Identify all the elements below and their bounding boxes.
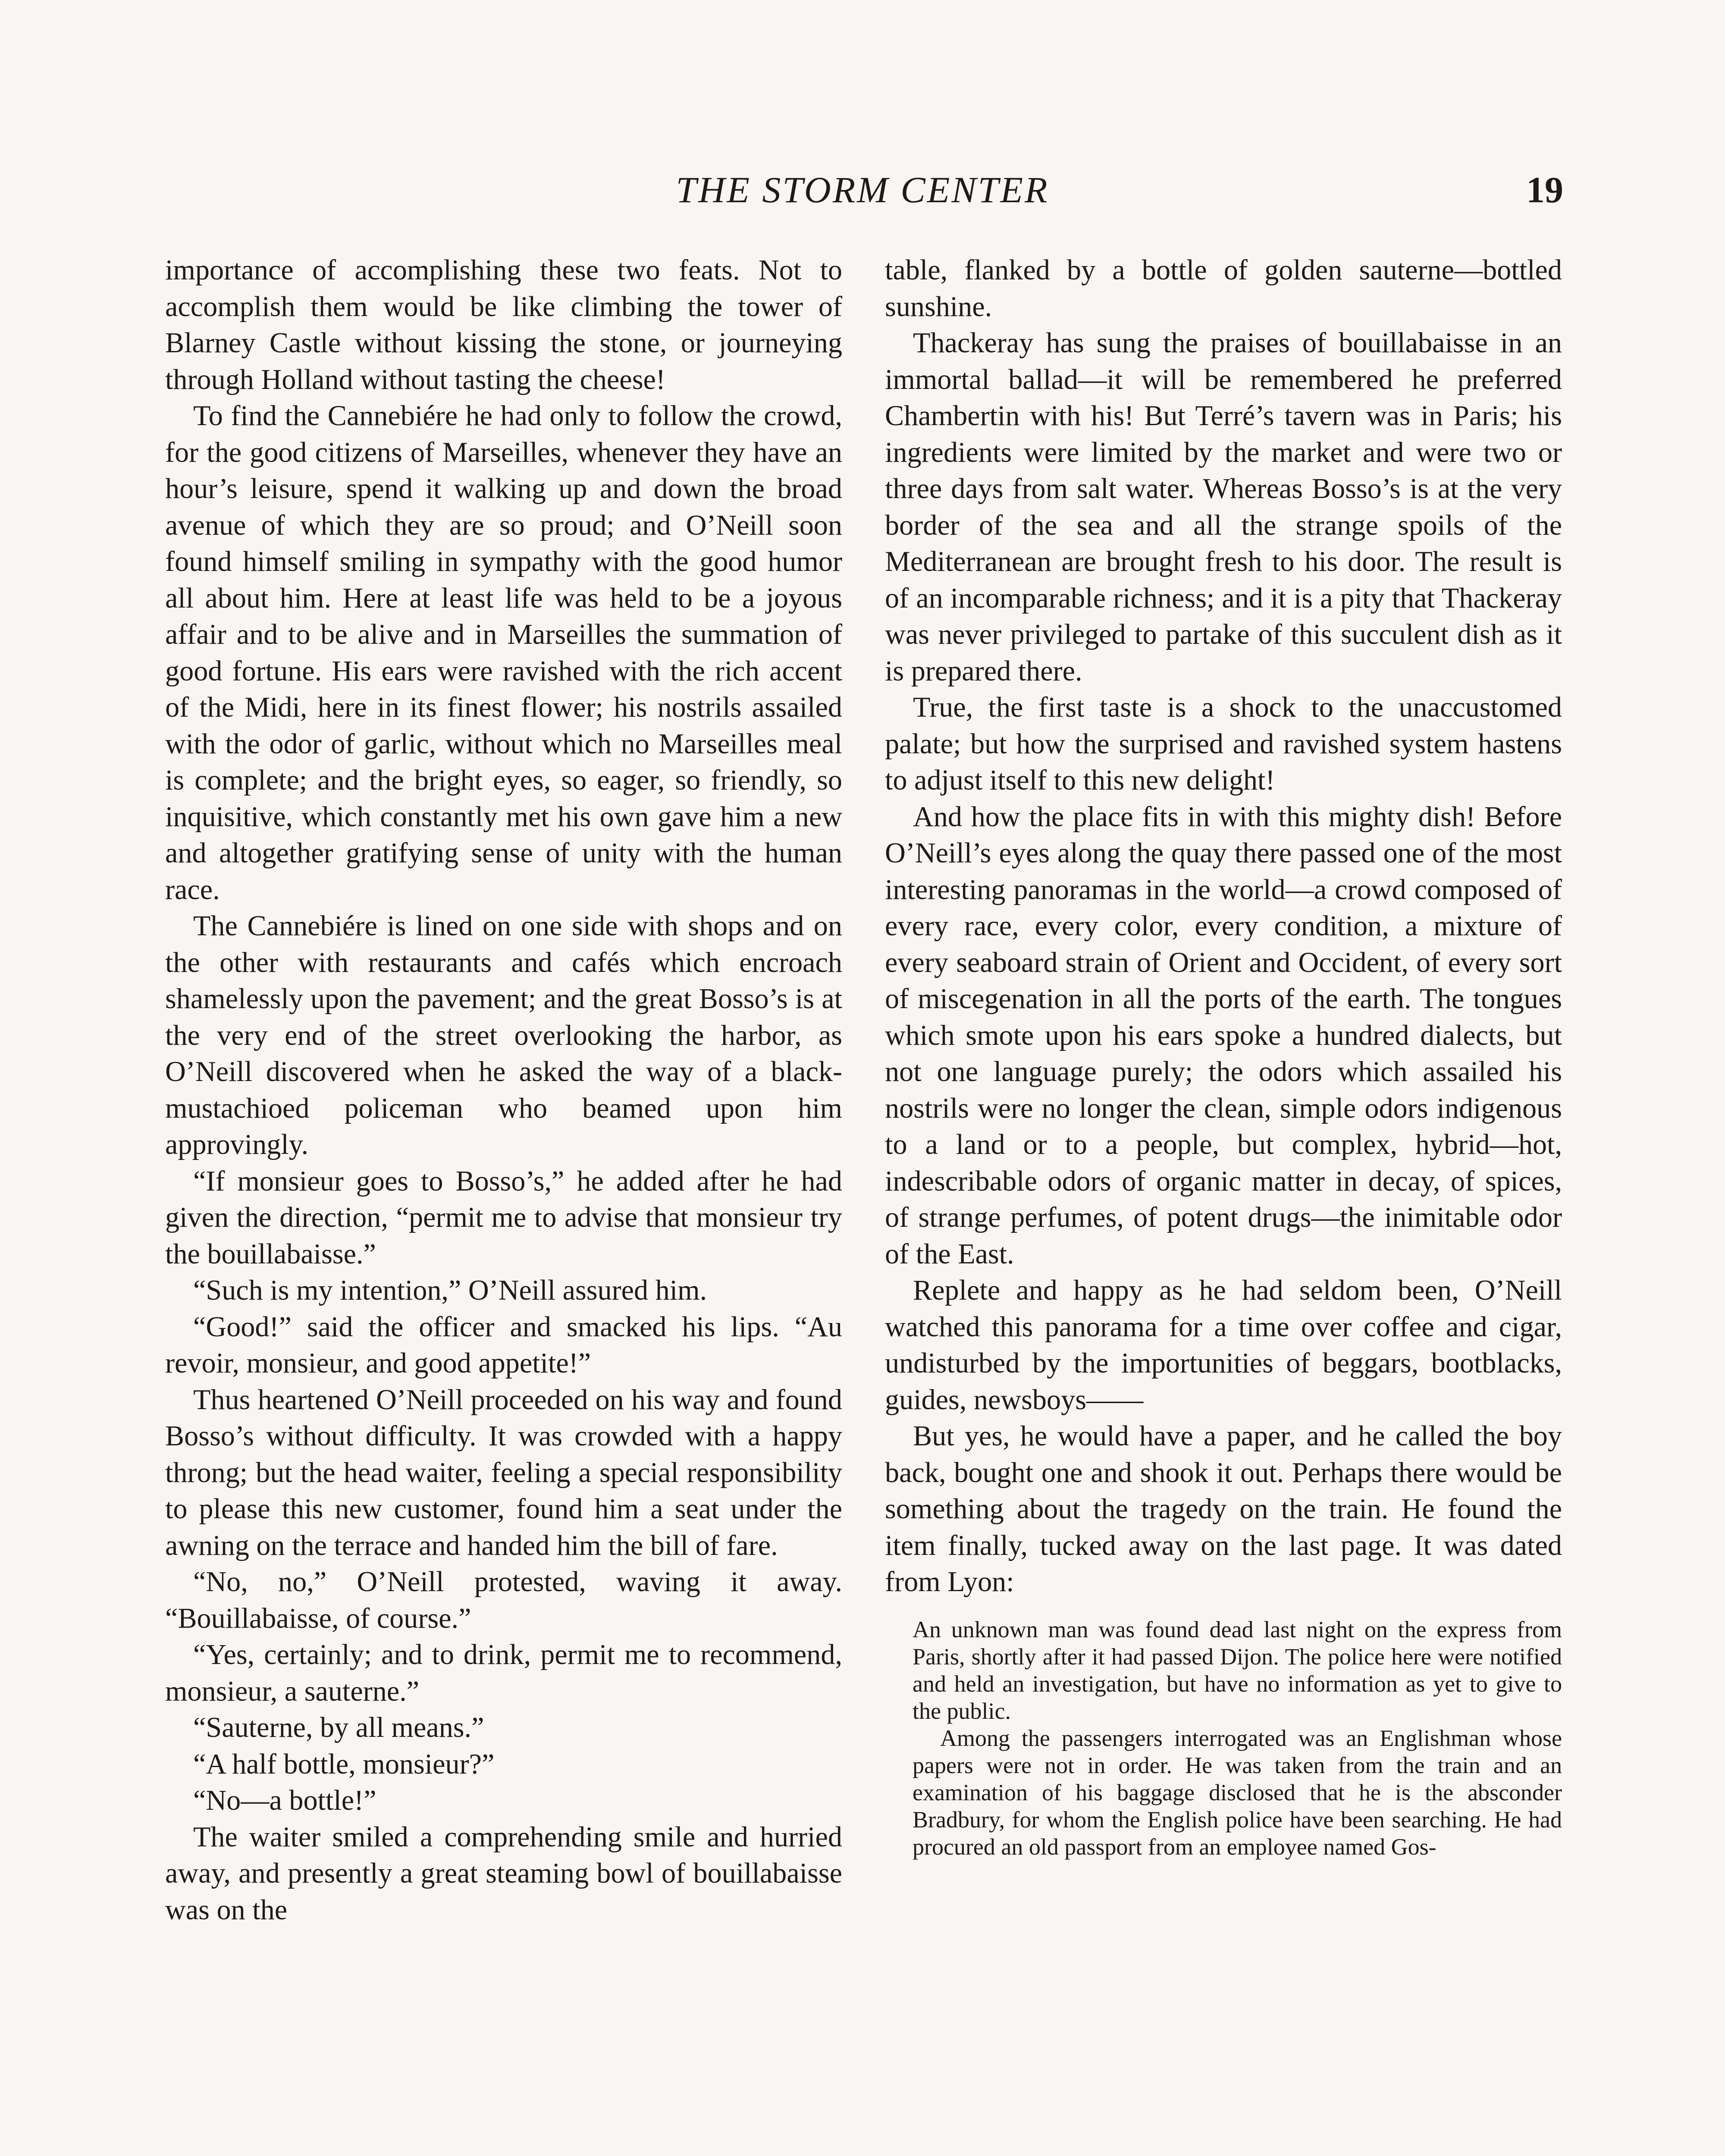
paragraph: importance of accomplishing these two feats. Not to accomplish them would be like climbing the tower of Blarney Castle without kissing the stone, or journeying through Holland without tasting the cheese!	[165, 254, 842, 395]
paragraph: The Cannebiére is lined on one side with shops and on the other with restaurants and cafés which encroach shamelessly upon the pavement; and the great Bosso’s is at the very end of the street overlooking the harbor, as O’Neill discovered when he asked the way of a black-mustachioed policeman who beamed upon him approvingly.	[165, 910, 842, 1160]
paragraph: “No—a bottle!”	[193, 1785, 376, 1816]
running-title: THE STORM CENTER	[676, 169, 1049, 210]
paragraph: But yes, he would have a paper, and he called the boy back, bought one and shook it out. Perhaps there would be something about the tragedy on the train. He found the item finally, tucked away on the last page. It was dated from Lyon:	[885, 1420, 1562, 1598]
left-column	[165, 252, 842, 1928]
page-number: 19	[1526, 169, 1563, 210]
paragraph: And how the place fits in with this mighty dish! Before O’Neill’s eyes along the quay there passed one of the most interesting panoramas in the world—a crowd composed of every race, every color, every condition, a mixture of every seaboard strain of Orient and Occident, of every sort of miscegenation in all the ports of the earth. The tongues which smote upon his ears spoke a hundred dialects, but not one language purely; the odors which assailed his nostrils were no longer the clean, simple odors indigenous to a land or to a people, but complex, hybrid—hot, indescribable odors of organic matter in decay, of spices, of strange perfumes, of potent drugs—the inimitable odor of the East.	[885, 801, 1562, 1270]
paragraph: To find the Cannebiére he had only to follow the crowd, for the good citizens of Marseilles, whenever they have an hour’s leisure, spend it walking up and down the broad avenue of which they are so proud; and O’Neill soon found himself smiling in sympathy with the good humor all about him. Here at least life was held to be a joyous affair and to be alive and in Marseilles the summation of good fortune. His ears were ravished with the rich accent of the Midi, here in its finest flower; his nostrils assailed with the odor of garlic, without which no Marseilles meal is complete; and the bright eyes, so eager, so friendly, so inquisitive, which constantly met his own gave him a new and altogether gratifying sense of unity with the human race.	[165, 400, 842, 906]
running-head	[0, 164, 1725, 216]
paragraph: “If monsieur goes to Bosso’s,” he added after he had given the direction, “permit me to advise that monsieur try the bouillabaisse.”	[165, 1165, 842, 1270]
paragraph: “Such is my intention,” O’Neill assured him.	[193, 1275, 707, 1306]
paragraph: The waiter smiled a comprehending smile and hurried away, and presently a great steaming bowl of bouillabaisse was on the	[165, 1821, 842, 1926]
paragraph: “Sauterne, by all means.”	[193, 1712, 484, 1743]
paragraph: Replete and happy as he had seldom been, O’Neill watched this panorama for a time over coffee and cigar, undisturbed by the importunities of beggars, bootblacks, guides, newsboys——	[885, 1275, 1562, 1416]
paragraph: “A half bottle, monsieur?”	[193, 1748, 495, 1780]
clipping-paragraph: An unknown man was found dead last night on the express from Paris, shortly after it had passed Dijon. The police here were notified and held an investigation, but have no information as yet to give to the public.	[913, 1616, 1562, 1724]
paragraph: “Yes, certainly; and to drink, permit me to recommend, monsieur, a sauterne.”	[165, 1639, 842, 1707]
paragraph: “No, no,” O’Neill protested, waving it away. “Bouillabaisse, of course.”	[165, 1566, 842, 1634]
paragraph: table, flanked by a bottle of golden sauterne—bottled sunshine.	[885, 254, 1562, 323]
paragraph: Thackeray has sung the praises of bouillabaisse in an immortal ballad—it will be remembered he preferred Chambertin with his! But Terré’s tavern was in Paris; his ingredients were limited by the market and were two or three days from salt water. Whereas Bosso’s is at the very border of the sea and all the strange spoils of the Mediterranean are brought fresh to his door. The result is of an incomparable richness; and it is a pity that Thackeray was never privileged to partake of this succulent dish as it is prepared there.	[885, 327, 1562, 687]
news-clipping	[885, 1616, 1562, 1861]
paragraph: “Good!” said the officer and smacked his lips. “Au revoir, monsieur, and good appetite!”	[165, 1311, 842, 1379]
paragraph: Thus heartened O’Neill proceeded on his way and found Bosso’s without difficulty. It was crowded with a happy throng; but the head waiter, feeling a special responsibility to please this new customer, found him a seat under the awning on the terrace and handed him the bill of fare.	[165, 1384, 842, 1561]
clipping-paragraph: Among the passengers interrogated was an Englishman whose papers were not in order. He was taken from the train and an examination of his baggage disclosed that he is the absconder Bradbury, for whom the English police have been searching. He had procured an old passport from an employee named Gos-	[913, 1725, 1562, 1860]
right-column	[885, 252, 1562, 1861]
paragraph: True, the first taste is a shock to the unaccustomed palate; but how the surprised and ravished system hastens to adjust itself to this new delight!	[885, 692, 1562, 796]
